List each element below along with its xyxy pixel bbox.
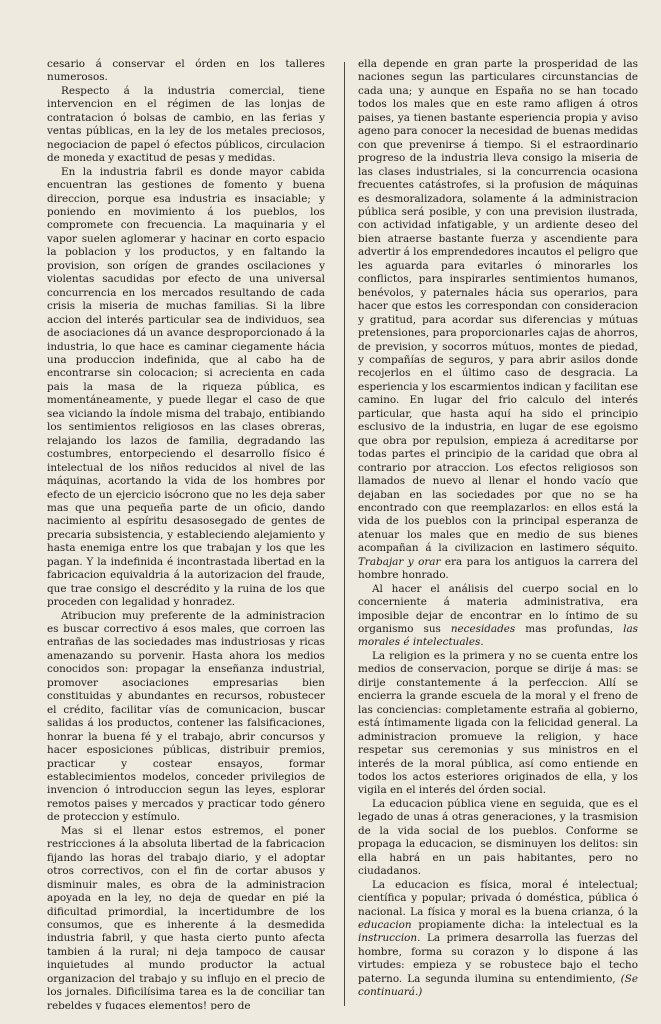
italic-phrase: instruccion. bbox=[358, 932, 421, 945]
paragraph: En la industria fabril es donde mayor cabida encuentran las gestiones de fomento y buena direccion, porque esa industria es insaciable; y poniendo en movimiento á los pueblos, los compromete con frecuencia. La maquinaria y el vapor suelen aglomerar y hacinar en corto espacio la poblacion y los productos, y en faltando la provision, son orígen de grandes oscilaciones y violentas sacudidas por efecto de una universal concurrencia en los mercados resultando de cada crisis la miseria de muchas familias. Si la libre accion del interés particular sea de individuos, sea de asociaciones dá un avance desproporcionado á la industria, lo que hace es caminar ciegamente hácia una produccion indefinida, que al cabo ha de encontrarse sin colocacion; si acrecienta en cada pais la masa de la riqueza pública, es momentáneamente, y puede llegar el caso de que sea viciando la índole misma del trabajo, entibiando los sentimientos religiosos en las clases obreras, relajando los lazos de familia, degradando las costumbres, entorpeciendo el desarrollo físico é intelectual de los niños reducidos al nivel de las máquinas, acortando la vida de los hombres por efecto de un ejercicio isócrono que no les deja saber mas que una pequeña parte de un oficio, dando nacimiento al espíritu desasosegado de gentes de precaria subsistencia, y estableciendo alejamiento y hasta enemiga entre los que trabajan y los que les pagan. Y la indefinida é incontrastada libertad en la fabricacion equivaldria á la autorizacion del fraude, que trae consigo el descrédito y la ruina de los que proceden con legalidad y honradez. bbox=[47, 165, 325, 609]
right-column bbox=[358, 58, 638, 1010]
paragraph: Respecto á la industria comercial, tiene intervencion en el régimen de las lonjas de contratacion ó bolsas de cambio, en las ferias y ventas públicas, en la ley de los metales preciosos, negociacion de papel ó efectos públicos, circulacion de moneda y exactitud de pesas y medidas. bbox=[47, 84, 325, 165]
text-run: propiamente dicha: la intelectual es la bbox=[418, 919, 638, 931]
text-run: La primera desarrolla las fuerzas del hombre, forma su corazon y lo dispone á las virtudes: empieza y se robustece bajo el techo paterno. La segunda ilumina su entendimiento, bbox=[358, 932, 638, 985]
left-column bbox=[47, 58, 325, 1010]
italic-phrase: las morales é intelectuales. bbox=[358, 623, 638, 649]
text-run: mas profundas, bbox=[525, 623, 614, 636]
italic-phrase: educacion bbox=[358, 919, 412, 931]
paragraph: Atribucion muy preferente de la administracion es buscar correctivo á esos males, que corroen las entrañas de las sociedades mas industriosas y ricas amenazando su porvenir. Hasta ahora los medios conocidos son: propagar la enseñanza industrial, promover asociaciones empresarias bien constituidas y abundantes en recursos, robustecer el crédito, facilitar vías de comunicacion, buscar salidas á los productos, contener las falsificaciones, honrar la buena fé y el trabajo, abrir concursos y hacer esposiciones públicas, distribuir premios, practicar y costear ensayos, formar establecimientos modelos, conceder privilegios de invencion ó introduccion segun las leyes, esplorar remotos paises y mercados y practicar todo género de proteccion y estímulo. bbox=[47, 609, 325, 824]
paragraph: La educacion pública viene en seguida, que es el legado de unas á otras generaciones, y la trasmision de la vida social de los pueblos. Conforme se propaga la educacion, se disminuyen los delitos: sin ella habrá en un pais habitantes, pero no ciudadanos. bbox=[358, 797, 638, 878]
paragraph: cesario á conservar el órden en los talleres numerosos. bbox=[47, 58, 325, 84]
paragraph bbox=[358, 879, 638, 1000]
paragraph bbox=[358, 58, 638, 583]
italic-phrase: Trabajar y orar bbox=[358, 555, 441, 568]
text-run: era para los antiguos la carrera del hombre honrado. bbox=[358, 555, 638, 582]
paragraph: Mas si el llenar estos estremos, el poner restricciones á la absoluta libertad de la fabricacion fijando las horas del trabajo diario, y el adoptar otros correctivos, con el fin de cortar abusos y disminuir males, es obra de la administracion apoyada en la ley, no deja de quedar en pié la dificultad primordial, la incertidumbre de los consumos, que es inherente á la desmedida industria fabril, y que hasta cierto punto afecta tambien á la rural; ni deja tampoco de causar inquietudes al mundo productor la actual organizacion del trabajo y su influjo en el precio de los jornales. Dificilísima tarea es la de conciliar tan rebeldes y fugaces elementos! pero de bbox=[47, 824, 325, 1010]
italic-phrase: necesidades bbox=[450, 623, 516, 636]
column-divider bbox=[344, 62, 345, 1006]
text-run: La educacion es física, moral é intelectual; científica y popular; privada ó doméstica, pública ó nacional. La física y moral es la buena crianza, ó la bbox=[358, 878, 638, 918]
paragraph bbox=[358, 583, 638, 650]
paragraph: La religion es la primera y no se cuenta entre los medios de conservacion, porque se dirije á mas: se dirije constantemente á la perfeccion. Allí se encierra la grande escuela de la moral y el freno de las conciencias: completamente estraña al gobierno, está íntimamente ligada con la felicidad general. La administracion promueve la religion, y hace respetar sus ceremonias y sus ministros en el interés de la moral pública, así como entiende en todos los actos esteriores originados de ella, y los vigila en el interés del órden social. bbox=[358, 649, 638, 797]
continued-note: (Se continuará.) bbox=[358, 972, 638, 999]
text-run: ella depende en gran parte la prosperidad de las naciones segun las particulares circunstancias de cada una; y aunque en España no se han tocado todos los males que en este ramo afligen á otros paises, ya tienen bastante esperiencia propia y aviso ageno para conocer la necesidad de buenas medidas con que prevenirse á tiempo. Si el estraordinario progreso de la industria lleva consigo la miseria de las clases industriales, si la concurrencia ocasiona frecuentes catástrofes, si la profusion de máquinas es desmoralizadora, solamente á la administracion pública será posible, y con una prevision ilustrada, con actividad infatigable, y un ardiente deseo del bien atraerse bastante fuerza y ascendiente para advertir á los emprendedores incautos el peligro que les aguarda para evitarles ó minorarles los conflictos, para inspirarles sentimientos humanos, benévolos, y paternales hácia sus operarios, para hacer que estos les correspondan con consideracion y gratitud, para acordar sus diferencias y mútuas pretensiones, para proporcionarles cajas de ahorros, de prevision, y socorros mútuos, montes de piedad, y compañías de seguros, y para abrir asilos donde recojerlos en el último caso de desgracia. La esperiencia y los escarmientos indican y facilitan ese camino. En lugar del frio calculo del interés particular, que hasta aquí ha sido el principio esclusivo de la industria, en lugar de ese egoismo que obra por repulsion, empieza á acreditarse por todas partes el principio de la caridad que obra al contrario por atraccion. Los efectos religiosos son llamados de nuevo al llenar el hondo vacío que dejaban en las sociedades por que no se ha encontrado con que reemplazarlos: en ellos está la vida de los pueblos con la principal esperanza de atenuar los males que en medio de sus bienes acompañan á la civilizacion en lastimero séquito. bbox=[358, 58, 638, 555]
text-run: Al hacer el análisis del cuerpo social en lo concerniente á materia administrativa, era imposible dejar de encontrar en lo íntimo de su organismo sus bbox=[358, 582, 638, 636]
